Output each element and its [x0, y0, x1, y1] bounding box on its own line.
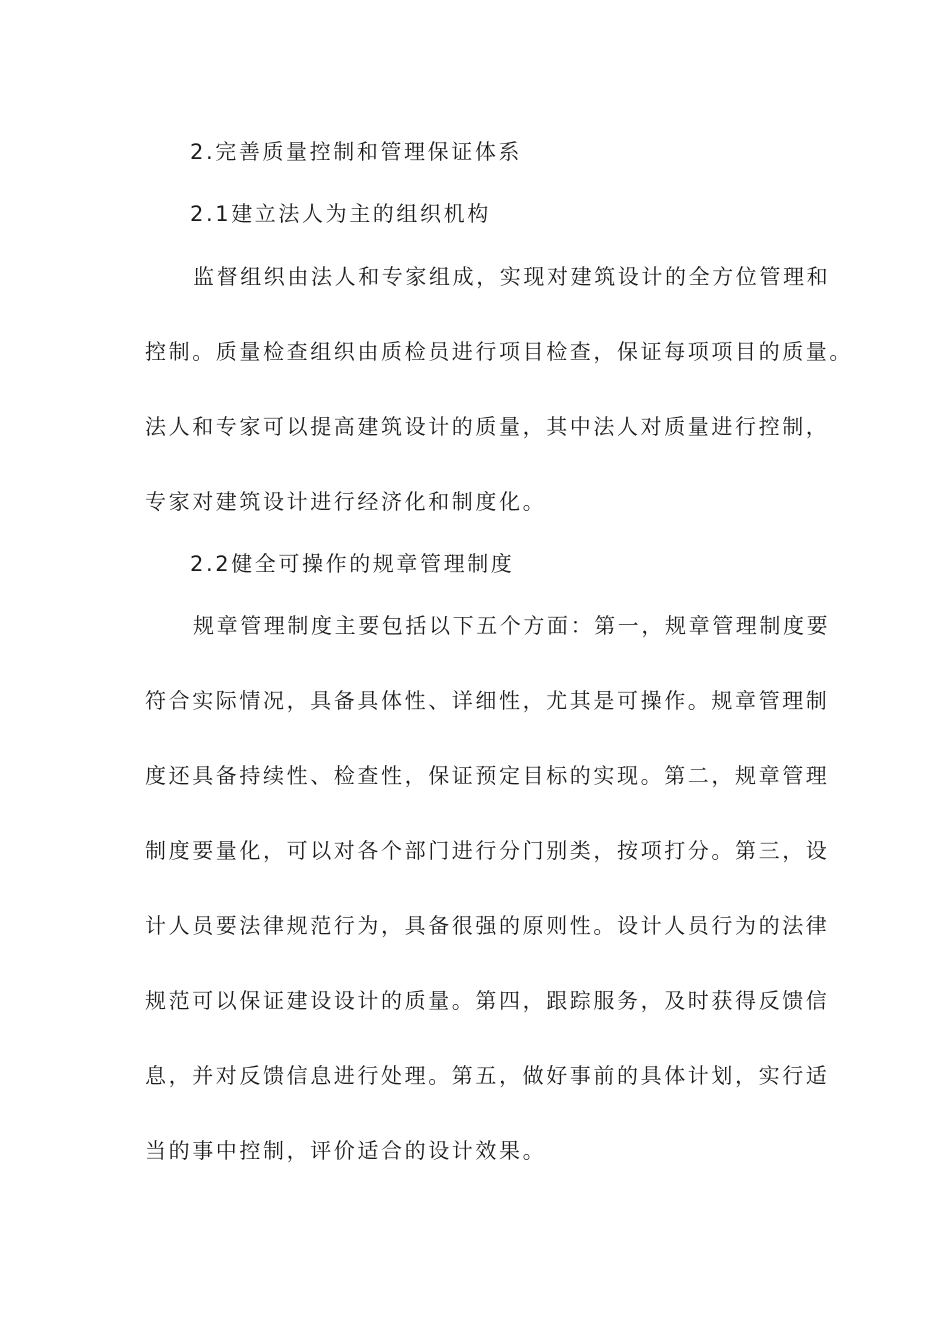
section-heading-2-2: 2.2健全可操作的规章管理制度 — [190, 552, 515, 576]
paragraph-2-line-2: 符合实际情况，具备具体性、详细性，尤其是可操作。规章管理制 — [145, 689, 830, 713]
paragraph-1-line-4: 专家对建筑设计进行经济化和制度化。 — [145, 490, 547, 514]
paragraph-2-line-3: 度还具备持续性、检查性，保证预定目标的实现。第二，规章管理 — [145, 764, 830, 788]
paragraph-1-line-3: 法人和专家可以提高建筑设计的质量，其中法人对质量进行控制， — [145, 415, 830, 439]
paragraph-2-line-5: 计人员要法律规范行为，具备很强的原则性。设计人员行为的法律 — [145, 914, 830, 938]
paragraph-2-line-8: 当的事中控制，评价适合的设计效果。 — [145, 1139, 547, 1163]
section-heading-2: 2.完善质量控制和管理保证体系 — [190, 140, 523, 164]
paragraph-2-line-6: 规范可以保证建设设计的质量。第四，跟踪服务，及时获得反馈信 — [145, 989, 830, 1013]
paragraph-1-line-1: 监督组织由法人和专家组成，实现对建筑设计的全方位管理和 — [193, 265, 831, 289]
paragraph-2-line-7: 息，并对反馈信息进行处理。第五，做好事前的具体计划，实行适 — [145, 1064, 830, 1088]
paragraph-2-line-1: 规章管理制度主要包括以下五个方面：第一，规章管理制度要 — [193, 614, 831, 638]
paragraph-2-line-4: 制度要量化，可以对各个部门进行分门别类，按项打分。第三，设 — [145, 839, 830, 863]
section-heading-2-1: 2.1建立法人为主的组织机构 — [190, 202, 491, 226]
paragraph-1-line-2: 控制。质量检查组织由质检员进行项目检查，保证每项项目的质量。 — [145, 340, 853, 364]
